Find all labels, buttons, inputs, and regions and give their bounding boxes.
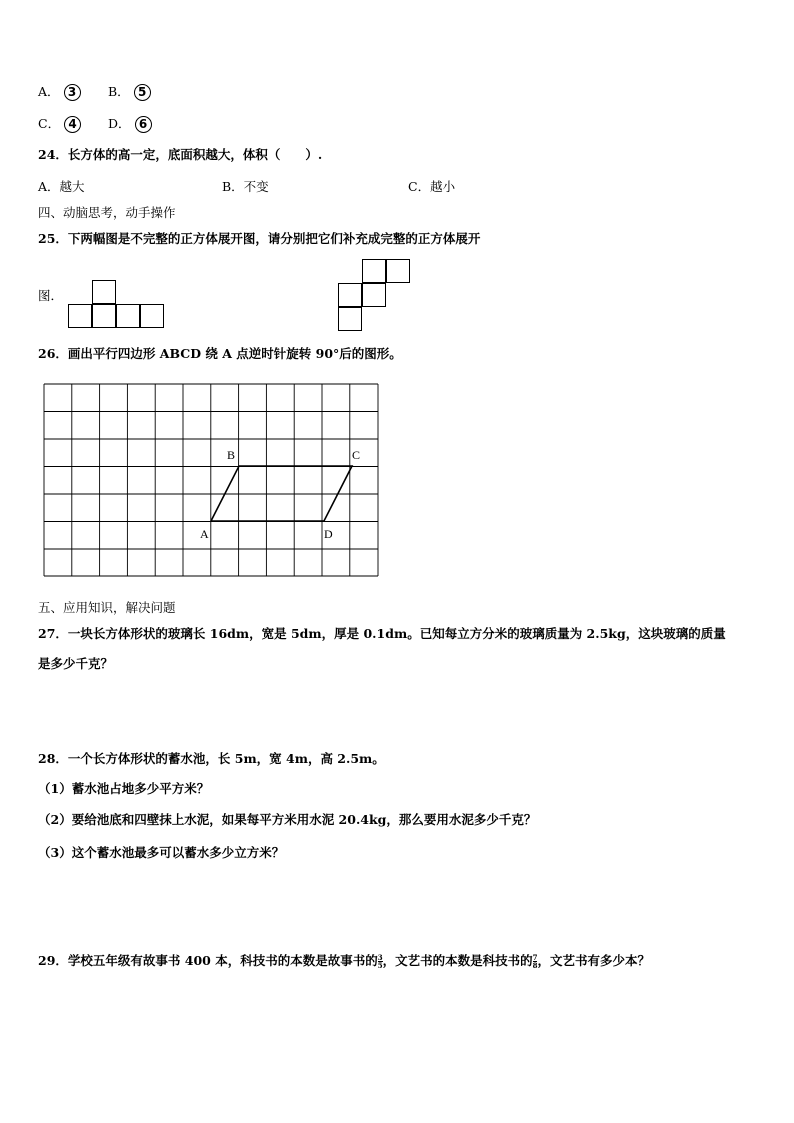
q28-question: 28．一个长方体形状的蓄水池，长 5m，宽 4m，高 2.5m。 bbox=[38, 751, 385, 766]
q27-question-line2: 是多少千克？ bbox=[38, 656, 114, 671]
q24-option-a: A．越大 bbox=[38, 179, 85, 194]
q25-question-line2: 图． bbox=[38, 288, 64, 303]
q23-option-c-value: 4 bbox=[64, 116, 81, 133]
q23-option-b-value: 5 bbox=[134, 84, 151, 101]
net2-square bbox=[362, 259, 386, 283]
net1-square bbox=[92, 304, 116, 328]
q23-option-d: D． 6 bbox=[108, 114, 152, 133]
net1-square bbox=[68, 304, 92, 328]
q23-option-d-value: 6 bbox=[135, 116, 152, 133]
grid-figure bbox=[42, 382, 382, 582]
parallelogram-abcd bbox=[211, 466, 352, 521]
q24-question: 24．长方体的高一定，底面积越大，体积（ ）. bbox=[38, 147, 323, 162]
fraction-seven-eighths: $\frac{7}{8}$ bbox=[532, 953, 538, 970]
section-4-heading: 四、动脑思考，动手操作 bbox=[38, 205, 176, 220]
q29-question: 29．学校五年级有故事书 400 本，科技书的本数是故事书的 $\frac{3}{5}$ ，文艺书的本数是科技书的 $\frac{7}{8}$ ，文艺书有多少本？ bbox=[38, 953, 650, 970]
q28-sub-question-2: （2）要给池底和四壁抹上水泥，如果每平方米用水泥 20.4kg，那么要用水泥多少千克？ bbox=[38, 812, 537, 827]
grid-lines bbox=[44, 384, 378, 576]
net1-square bbox=[116, 304, 140, 328]
net1-square bbox=[92, 280, 116, 304]
q28-sub-question-1: （1）蓄水池占地多少平方米？ bbox=[38, 781, 210, 796]
q24-option-c: C．越小 bbox=[408, 179, 456, 194]
net2-square bbox=[338, 307, 362, 331]
vertex-label-a: A bbox=[200, 527, 209, 541]
q28-sub-question-3: （3）这个蓄水池最多可以蓄水多少立方米？ bbox=[38, 845, 285, 860]
q23-option-b: B． 5 bbox=[108, 82, 151, 101]
net2-square bbox=[386, 259, 410, 283]
q23-option-c: C． 4 bbox=[38, 114, 81, 133]
section-5-heading: 五、应用知识，解决问题 bbox=[38, 600, 176, 615]
net1-square bbox=[140, 304, 164, 328]
vertex-label-d: D bbox=[324, 527, 333, 541]
q25-question-line1: 25．下两幅图是不完整的正方体展开图，请分别把它们补充成完整的正方体展开 bbox=[38, 231, 481, 246]
vertex-label-c: C bbox=[352, 448, 361, 462]
q26-question: 26．画出平行四边形 ABCD 绕 A 点逆时针旋转 90°后的图形。 bbox=[38, 346, 402, 361]
q23-option-a-value: 3 bbox=[64, 84, 81, 101]
net2-square bbox=[362, 283, 386, 307]
vertex-label-b: B bbox=[227, 448, 236, 462]
net2-square bbox=[338, 283, 362, 307]
q27-question-line1: 27．一块长方体形状的玻璃长 16dm，宽是 5dm，厚是 0.1dm。已知每立方分米的玻璃质量为 2.5kg，这块玻璃的质量 bbox=[38, 626, 726, 641]
q23-option-a: A． 3 bbox=[38, 82, 81, 101]
fraction-three-fifths: $\frac{3}{5}$ bbox=[377, 953, 383, 970]
q24-option-b: B．不变 bbox=[222, 179, 269, 194]
